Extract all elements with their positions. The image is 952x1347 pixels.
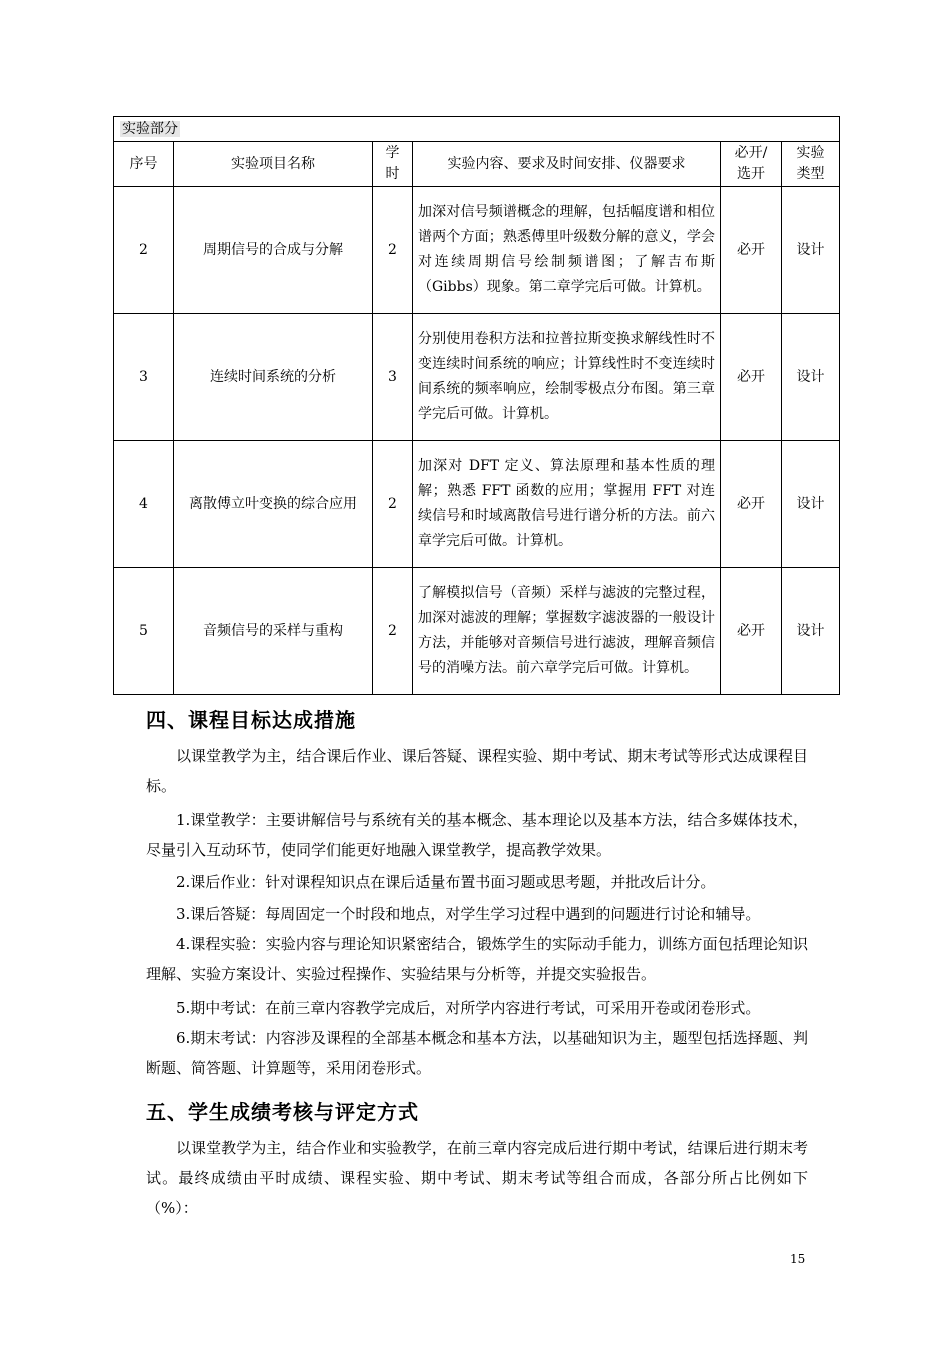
row-required: 必开 [721, 568, 782, 695]
row-content: 加深对信号频谱概念的理解，包括幅度谱和相位谱两个方面；熟悉傅里叶级数分解的意义，学会对连续周期信号绘制频谱图；了解吉布斯（Gibbs）现象。第二章学完后可做。计算机。 [413, 187, 721, 314]
row-no: 3 [114, 314, 174, 441]
row-hours: 2 [373, 568, 413, 695]
row-name: 周期信号的合成与分解 [174, 187, 373, 314]
row-type: 设计 [782, 187, 840, 314]
row-no: 4 [114, 441, 174, 568]
row-content: 了解模拟信号（音频）采样与滤波的完整过程，加深对滤波的理解；掌握数字滤波器的一般设计方法，并能够对音频信号进行滤波，理解音频信号的消噪方法。前六章学完后可做。计算机。 [413, 568, 721, 695]
row-content: 分别使用卷积方法和拉普拉斯变换求解线性时不变连续时间系统的响应；计算线性时不变连续时间系统的频率响应，绘制零极点分布图。第三章学完后可做。计算机。 [413, 314, 721, 441]
header-type-line2: 类型 [796, 166, 825, 182]
table-row [114, 568, 840, 695]
header-hours [373, 142, 413, 187]
section4-title: 四、课程目标达成措施 [146, 708, 356, 732]
header-required [721, 142, 782, 187]
section4-item-1: 1.课堂教学：主要讲解信号与系统有关的基本概念、基本理论以及基本方法，结合多媒体技术，尽量引入互动环节，使同学们能更好地融入课堂教学，提高教学效果。 [146, 811, 808, 859]
table-row [114, 187, 840, 314]
header-type [782, 142, 840, 187]
row-hours: 2 [373, 187, 413, 314]
row-hours: 3 [373, 314, 413, 441]
row-required: 必开 [721, 314, 782, 441]
row-no: 5 [114, 568, 174, 695]
row-name: 连续时间系统的分析 [174, 314, 373, 441]
row-required: 必开 [721, 187, 782, 314]
header-no: 序号 [114, 142, 174, 187]
section-label-cell [114, 117, 840, 142]
table-row [114, 314, 840, 441]
header-required-line2: 选开 [737, 166, 765, 182]
section4-item-5: 5.期中考试：在前三章内容教学完成后，对所学内容进行考试，可采用开卷或闭卷形式。 [176, 999, 761, 1017]
header-type-line1: 实验 [796, 145, 825, 161]
section4-item-2: 2.课后作业：针对课程知识点在课后适量布置书面习题或思考题，并批改后计分。 [176, 873, 716, 891]
page-number: 15 [790, 1252, 806, 1266]
table-row [114, 441, 840, 568]
row-name: 离散傅立叶变换的综合应用 [174, 441, 373, 568]
row-type: 设计 [782, 441, 840, 568]
header-content: 实验内容、要求及时间安排、仪器要求 [413, 142, 721, 187]
header-hours-line2: 时 [385, 166, 400, 182]
row-type: 设计 [782, 568, 840, 695]
section5-title: 五、学生成绩考核与评定方式 [146, 1100, 419, 1124]
row-type: 设计 [782, 314, 840, 441]
header-name: 实验项目名称 [174, 142, 373, 187]
row-content: 加深对 DFT 定义、算法原理和基本性质的理解；熟悉 FFT 函数的应用；掌握用 FFT 对连续信号和时域离散信号进行谱分析的方法。前六章学完后可做。计算机。 [413, 441, 721, 568]
section-label: 实验部分 [122, 121, 178, 137]
row-name: 音频信号的采样与重构 [174, 568, 373, 695]
section5-intro: 以课堂教学为主，结合作业和实验教学，在前三章内容完成后进行期中考试，结课后进行期末考试。最终成绩由平时成绩、课程实验、期中考试、期末考试等组合而成，各部分所占比例如下（%）： [146, 1139, 808, 1217]
experiment-table [113, 116, 840, 695]
section4-item-6: 6.期末考试：内容涉及课程的全部基本概念和基本方法，以基础知识为主，题型包括选择题、判断题、简答题、计算题等，采用闭卷形式。 [146, 1029, 808, 1077]
header-required-line1: 必开/ [734, 145, 768, 161]
header-hours-line1: 学 [385, 145, 400, 161]
row-required: 必开 [721, 441, 782, 568]
row-hours: 2 [373, 441, 413, 568]
section4-item-4: 4.课程实验：实验内容与理论知识紧密结合，锻炼学生的实际动手能力，训练方面包括理论知识理解、实验方案设计、实验过程操作、实验结果与分析等，并提交实验报告。 [146, 935, 808, 983]
row-no: 2 [114, 187, 174, 314]
table-header-row [114, 142, 840, 187]
section4-intro: 以课堂教学为主，结合课后作业、课后答疑、课程实验、期中考试、期末考试等形式达成课程目标。 [146, 747, 808, 795]
section4-item-3: 3.课后答疑：每周固定一个时段和地点，对学生学习过程中遇到的问题进行讨论和辅导。 [176, 905, 761, 923]
